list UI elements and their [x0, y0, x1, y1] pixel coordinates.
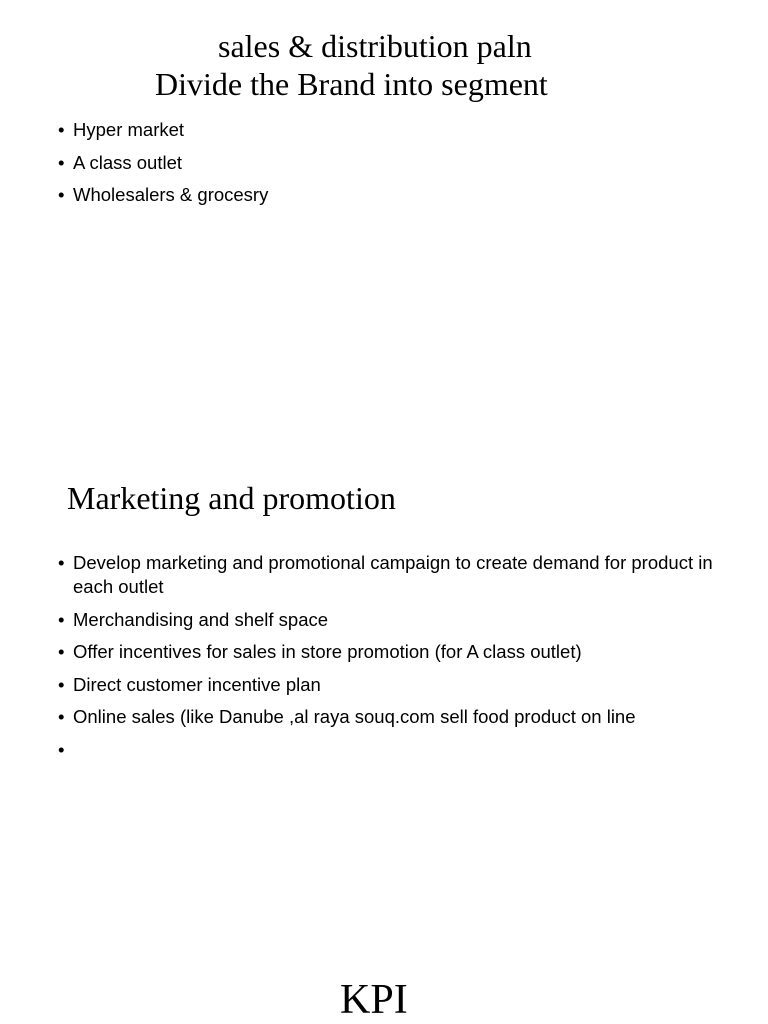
marketing-bullet-list — [58, 551, 738, 738]
list-item: • Merchandising and shelf space — [58, 608, 738, 632]
list-item: • Direct customer incentive plan — [58, 673, 738, 697]
section-title-marketing: Marketing and promotion — [67, 480, 396, 516]
section-title-kpi: KPI — [340, 977, 408, 1023]
list-item: • Online sales (like Danube ,al raya souq.com sell food product on line — [58, 705, 738, 729]
list-item: • Develop marketing and promotional campaign to create demand for product in each outlet — [58, 551, 738, 599]
list-item: • Wholesalers & grocesry — [58, 183, 268, 207]
list-item: • Offer incentives for sales in store promotion (for A class outlet) — [58, 640, 738, 664]
slide-title-line-2: Divide the Brand into segment — [155, 66, 548, 102]
list-item: • A class outlet — [58, 151, 268, 175]
segment-bullet-list — [58, 118, 268, 216]
slide-title-line-1: sales & distribution paln — [218, 28, 532, 64]
list-item: • Hyper market — [58, 118, 268, 142]
